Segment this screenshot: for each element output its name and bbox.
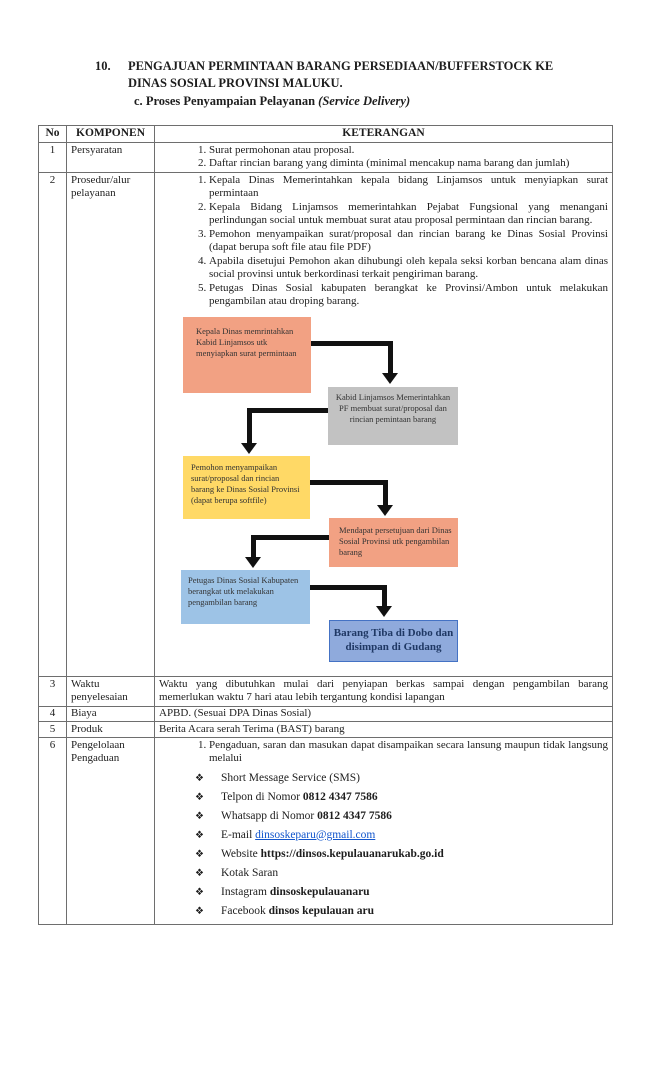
row-no: 2 (39, 172, 67, 676)
table-row-waktu (39, 676, 613, 706)
keterangan-cell (155, 142, 613, 172)
channel-label: Facebook (221, 904, 269, 917)
komponen-cell: Pengelolaan Pengaduan (67, 737, 155, 924)
header-no: No (39, 126, 67, 143)
flowchart-box-barang-tiba: Barang Tiba di Dobo dan disimpan di Gudang (329, 620, 458, 662)
table-row-pengaduan (39, 737, 613, 924)
channel-email (221, 826, 608, 845)
list-item: 4. Apabila disetujui Pemohon akan dihubungi oleh kepala seksi korban bencana alam dinas social provinsi untuk berkordinasi terkait pengiriman barang. (209, 255, 608, 282)
arrow-segment (382, 585, 387, 608)
procedure-flowchart (159, 311, 608, 675)
flowchart-box-kabid-linjamsos: Kabid Linjamsos Memerintahkan PF membuat surat/proposal dan rincian pemintaan barang (328, 387, 458, 445)
komponen-cell: Produk (67, 722, 155, 738)
channel-label: Instagram (221, 885, 270, 898)
table-row-persyaratan (39, 142, 613, 172)
arrow-segment (383, 480, 388, 506)
website-url: https://dinsos.kepulauanarukab.go.id (260, 847, 444, 860)
keterangan-cell (155, 172, 613, 676)
keterangan-cell (155, 737, 613, 924)
complaint-channel-list (159, 769, 608, 921)
service-standard-table (38, 125, 613, 925)
subtitle-letter: c. (134, 94, 143, 108)
arrow-head-down-icon (245, 557, 261, 568)
table-row-biaya (39, 706, 613, 722)
email-link[interactable]: dinsoskeparu@gmail.com (255, 828, 376, 841)
channel-facebook (221, 902, 608, 921)
channel-label: Whatsapp di Nomor (221, 809, 318, 822)
table-row-prosedur (39, 172, 613, 676)
arrow-segment (247, 408, 252, 444)
page-title-line2: DINAS SOSIAL PROVINSI MALUKU. (128, 76, 343, 90)
arrow-head-down-icon (382, 373, 398, 384)
row-no: 5 (39, 722, 67, 738)
arrow-segment (388, 341, 393, 374)
flowchart-box-persetujuan: Mendapat persetujuan dari Dinas Sosial Provinsi utk pengambilan barang (329, 518, 458, 567)
document-page (0, 58, 667, 925)
arrow-segment (311, 341, 393, 346)
header-keterangan: KETERANGAN (155, 126, 613, 143)
flowchart-box-petugas: Petugas Dinas Sosial Kabupaten berangkat utk melakukan pengambilan barang (181, 570, 310, 624)
arrow-segment (251, 535, 256, 558)
section-number: 10. (95, 59, 111, 73)
row-no: 4 (39, 706, 67, 722)
list-item: 1. Kepala Dinas Memerintahkan kepala bidang Linjamsos untuk menyiapkan surat permintaan (209, 174, 608, 201)
arrow-head-down-icon (377, 505, 393, 516)
channel-label: Website (221, 847, 261, 860)
channel-kotak-saran (221, 864, 608, 883)
instagram-handle: dinsoskepulauanaru (269, 885, 370, 898)
list-item: 2. Kepala Bidang Linjamsos memerintahkan Pejabat Fungsional yang menangani perlindungan social untuk membuat surat atau proposal permintaan dan rincian barang. (209, 201, 608, 228)
list-item: 3. Pemohon menyampaikan surat/proposal dan rincian barang ke Dinas Sosial Provinsi (dapat berupa soft file atau file PDF) (209, 228, 608, 255)
section-subtitle (128, 93, 620, 110)
list-item: 1. Surat permohonan atau proposal. (209, 144, 608, 158)
list-item: 5. Petugas Dinas Sosial kabupaten berangkat ke Provinsi/Ambon untuk melakukan pengambilan atau droping barang. (209, 282, 608, 309)
channel-whatsapp (221, 807, 608, 826)
komponen-cell: Waktu penyelesaian (67, 676, 155, 706)
page-title-line1: PENGAJUAN PERMINTAAN BARANG PERSEDIAAN/BUFFERSTOCK KE (128, 59, 554, 73)
flowchart-box-pemohon: Pemohon menyampaikan surat/proposal dan rincian barang ke Dinas Sosial Provinsi (dapat berupa softfile) (183, 456, 310, 519)
keterangan-cell: APBD. (Sesuai DPA Dinas Sosial) (155, 706, 613, 722)
document-title-block (95, 58, 667, 110)
channel-website (221, 845, 608, 864)
row-no: 1 (39, 142, 67, 172)
row-no: 6 (39, 737, 67, 924)
complaint-intro: 1. Pengaduan, saran dan masukan dapat disampaikan secara lansung maupun tidak langsung melalui (209, 739, 608, 766)
row-no: 3 (39, 676, 67, 706)
komponen-cell: Persyaratan (67, 142, 155, 172)
phone-number: 0812 4347 7586 (302, 790, 378, 803)
channel-label: E-mail (221, 828, 256, 841)
subtitle-italic: (Service Delivery) (318, 94, 411, 108)
keterangan-cell: Berita Acara serah Terima (BAST) barang (155, 722, 613, 738)
arrow-segment (251, 535, 329, 540)
table-row-produk (39, 722, 613, 738)
komponen-cell: Biaya (67, 706, 155, 722)
channel-sms (221, 769, 608, 788)
subtitle-text: Proses Penyampaian Pelayanan (145, 94, 316, 108)
arrow-head-down-icon (241, 443, 257, 454)
komponen-cell: Prosedur/alur pelayanan (67, 172, 155, 676)
channel-phone (221, 788, 608, 807)
header-komponen: KOMPONEN (67, 126, 155, 143)
facebook-handle: dinsos kepulauan aru (268, 904, 375, 917)
channel-label: Short Message Service (SMS) (221, 771, 360, 784)
arrow-segment (310, 480, 388, 485)
arrow-segment (310, 585, 387, 590)
arrow-segment (247, 408, 328, 413)
whatsapp-number: 0812 4347 7586 (317, 809, 392, 822)
channel-instagram (221, 883, 608, 902)
channel-label: Kotak Saran (221, 866, 279, 879)
arrow-head-down-icon (376, 606, 392, 617)
table-header-row (39, 126, 613, 143)
flowchart-box-kepala-dinas: Kepala Dinas memrintahkan Kabid Linjamsos utk menyiapkan surat permintaan (183, 317, 311, 393)
list-item: 2. Daftar rincian barang yang diminta (minimal mencakup nama barang dan jumlah) (209, 157, 608, 171)
channel-label: Telpon di Nomor (221, 790, 303, 803)
keterangan-cell: Waktu yang dibutuhkan mulai dari penyiapan berkas sampai dengan pengambilan barang memerlukan waktu 7 hari atau lebih tergantung kondisi lapangan (155, 676, 613, 706)
